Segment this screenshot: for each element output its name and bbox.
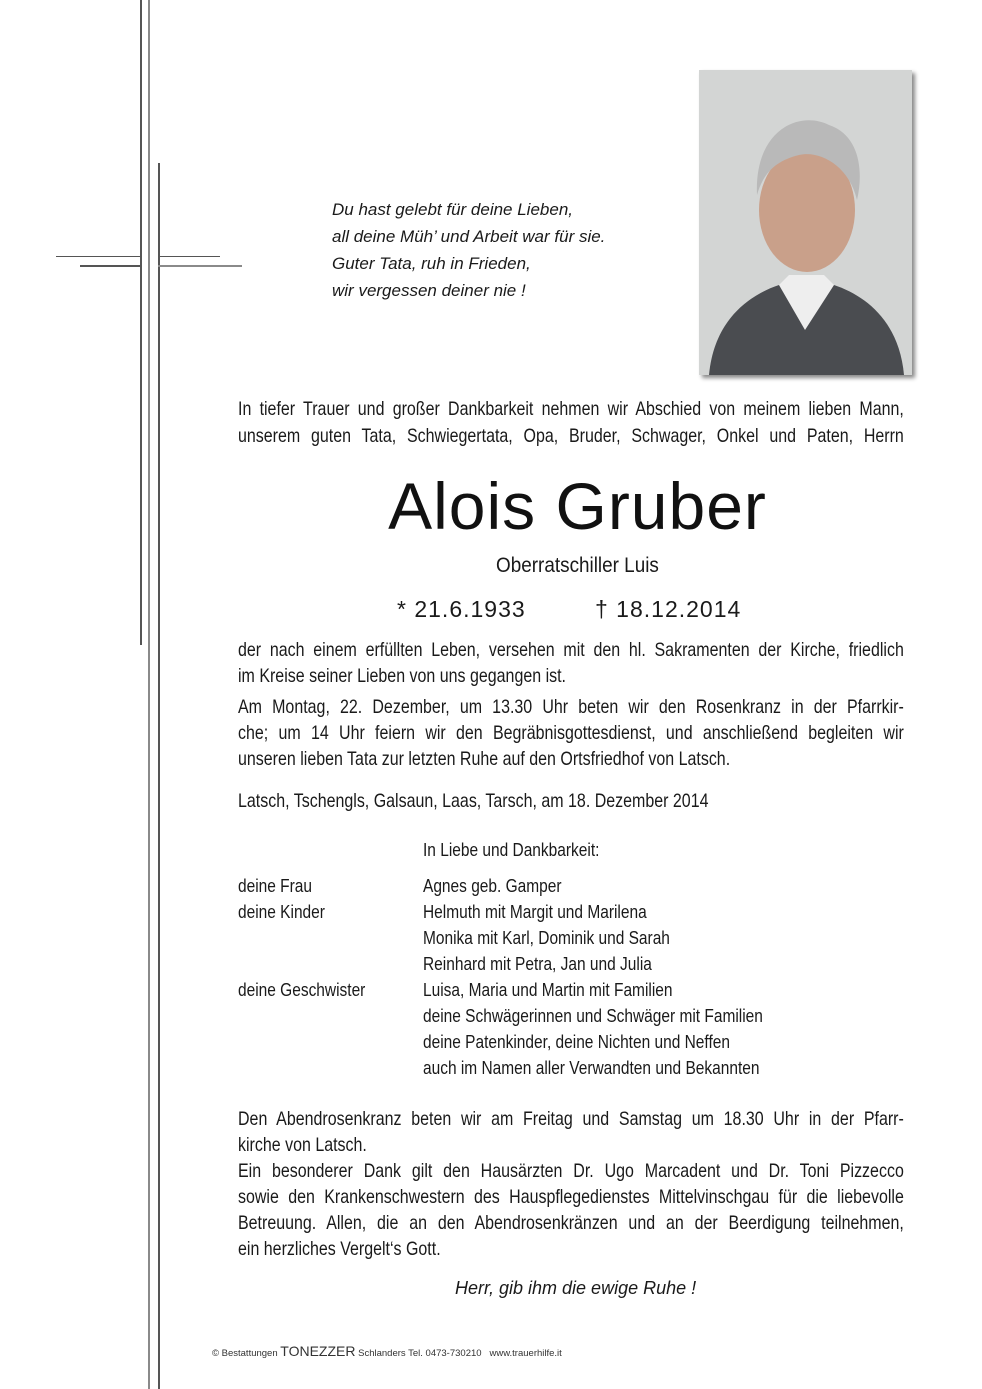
quote-line: Du hast gelebt für deine Lieben, xyxy=(332,200,574,219)
quote-line: Guter Tata, ruh in Frieden, xyxy=(332,254,531,273)
footer-prefix: © Bestattungen xyxy=(212,1348,278,1359)
family-relation: deine Geschwister xyxy=(238,980,366,1000)
text-line: Den Abendrosenkranz beten wir am Freitag und Samstag um 18.30 Uhr in der Pfarr- xyxy=(238,1108,904,1130)
quote-line: wir vergessen deiner nie ! xyxy=(332,281,526,300)
family-member: deine Schwägerinnen und Schwäger mit Familien xyxy=(423,1006,763,1026)
text-line: im Kreise seiner Lieben von uns gegangen ist. xyxy=(238,665,566,687)
intro-line: unserem guten Tata, Schwiegertata, Opa, Bruder, Schwager, Onkel und Paten, Herrn xyxy=(238,425,904,447)
text-line: der nach einem erfüllten Leben, versehen mit den hl. Sakramenten der Kirche, friedlich xyxy=(238,639,904,661)
text-line: sowie den Krankenschwestern des Hauspflegedienstes Mittelvinschgau für die liebevolle xyxy=(238,1186,904,1208)
footer-brand: TONEZZER xyxy=(280,1343,356,1359)
nickname: Oberratschiller Luis xyxy=(496,554,659,577)
text-line: kirche von Latsch. xyxy=(238,1134,367,1156)
family-member: Helmuth mit Margit und Marilena xyxy=(423,902,647,922)
text-line: Am Montag, 22. Dezember, um 13.30 Uhr beten wir den Rosenkranz in der Pfarrkir- xyxy=(238,696,904,718)
text-line: Ein besonderer Dank gilt den Hausärzten Dr. Ugo Marcadent und Dr. Toni Pizzecco xyxy=(238,1160,904,1182)
deceased-name: Alois Gruber xyxy=(388,469,767,543)
family-relation: deine Frau xyxy=(238,876,313,896)
family-member: Monika mit Karl, Dominik und Sarah xyxy=(423,928,670,948)
closing-prayer: Herr, gib ihm die ewige Ruhe ! xyxy=(455,1278,697,1298)
family-member: Luisa, Maria und Martin mit Familien xyxy=(423,980,673,1000)
place-date: Latsch, Tschengls, Galsaun, Laas, Tarsch, am 18. Dezember 2014 xyxy=(238,790,709,812)
portrait-photo xyxy=(699,70,912,375)
birth-date: * 21.6.1933 xyxy=(397,596,526,622)
intro-line: In tiefer Trauer und großer Dankbarkeit nehmen wir Abschied von meinem lieben Mann, xyxy=(238,398,904,420)
family-relation: deine Kinder xyxy=(238,902,325,922)
family-member: Agnes geb. Gamper xyxy=(423,876,562,896)
family-member: auch im Namen aller Verwandten und Bekannten xyxy=(423,1058,760,1078)
text-line: unseren lieben Tata zur letzten Ruhe auf den Ortsfriedhof von Latsch. xyxy=(238,748,731,770)
thanks-heading: In Liebe und Dankbarkeit: xyxy=(423,840,600,860)
text-line: Betreuung. Allen, die an den Abendrosenkränzen und an der Beerdigung teilnehmen, xyxy=(238,1212,904,1234)
footer-contact: Schlanders Tel. 0473-730210 xyxy=(358,1348,482,1359)
family-member: Reinhard mit Petra, Jan und Julia xyxy=(423,954,652,974)
text-line: che; um 14 Uhr feiern wir den Begräbnisgottesdienst, und anschließend begleiten wir xyxy=(238,722,904,744)
footer xyxy=(212,1343,562,1359)
family-member: deine Patenkinder, deine Nichten und Neffen xyxy=(423,1032,730,1052)
quote-line: all deine Müh’ und Arbeit war für sie. xyxy=(332,227,606,246)
text-line: ein herzliches Vergelt‘s Gott. xyxy=(238,1238,441,1260)
death-date: † 18.12.2014 xyxy=(595,596,742,622)
footer-url[interactable]: www.trauerhilfe.it xyxy=(489,1348,562,1359)
